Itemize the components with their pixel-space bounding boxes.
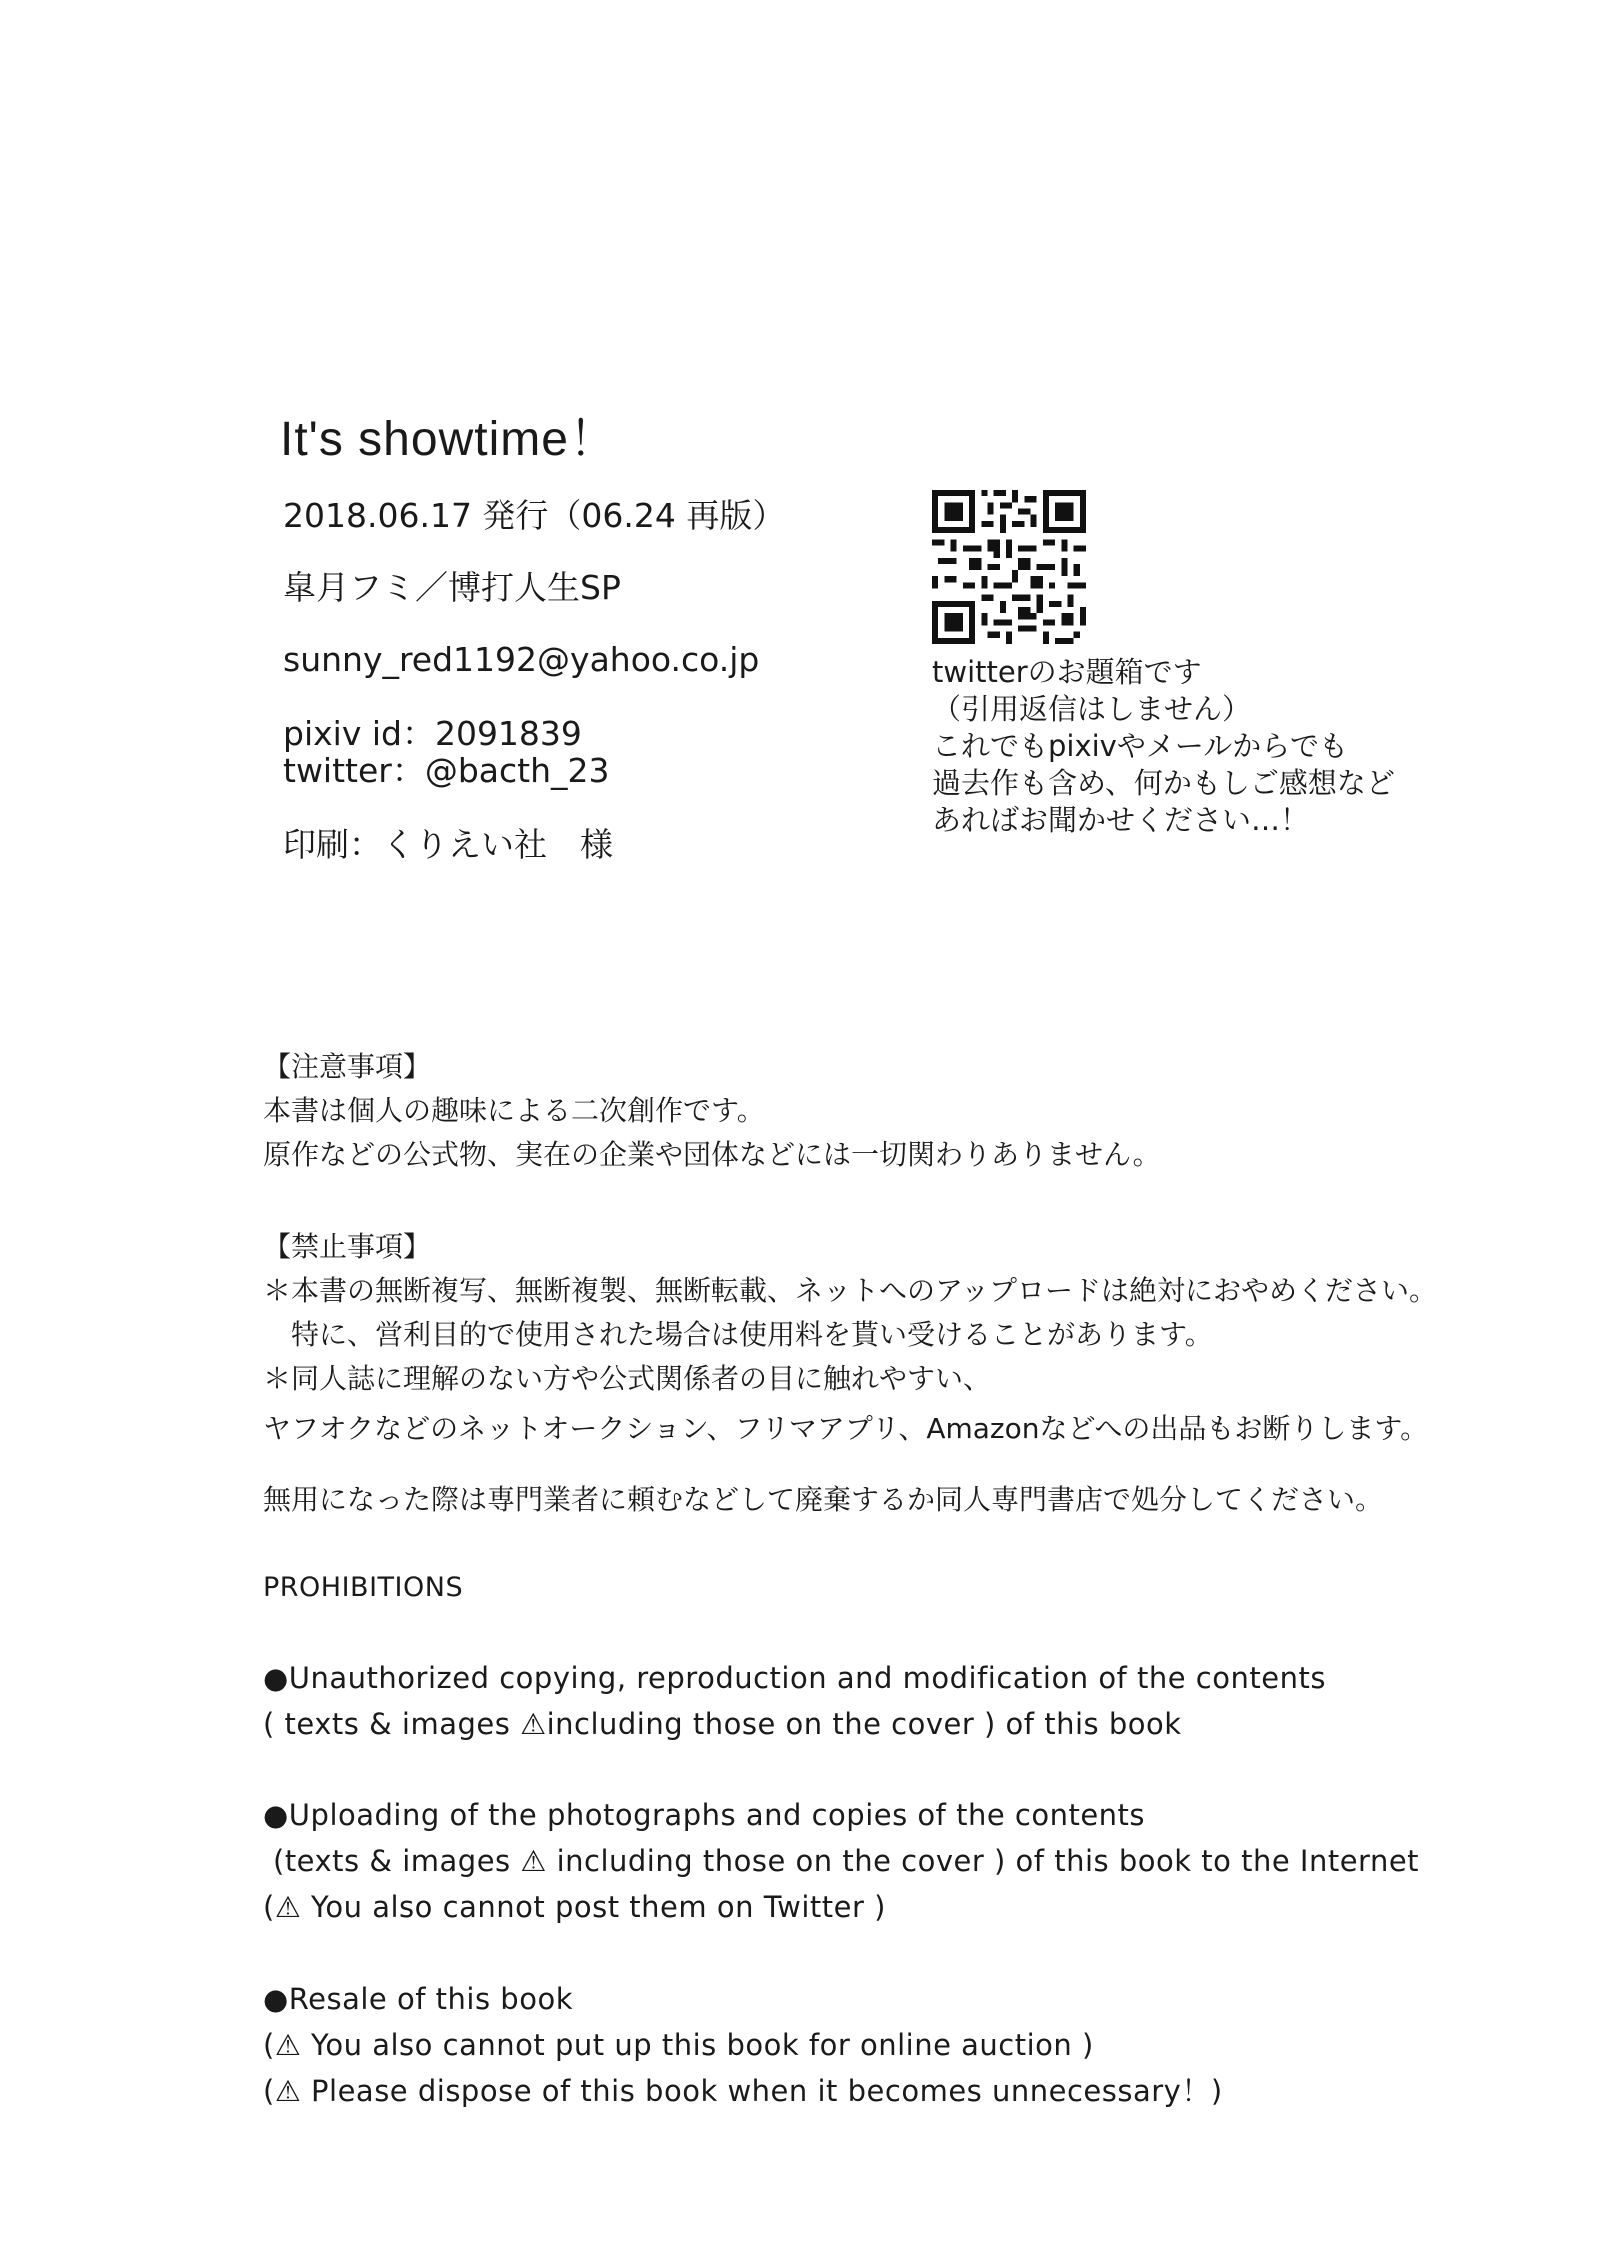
english-line: (⚠ You also cannot put up this book for online auction ) bbox=[263, 2028, 1094, 2062]
english-line: (texts & images ⚠ including those on the cover ) of this book to the Internet bbox=[273, 1844, 1420, 1878]
english-line: ●Uploading of the photographs and copies of the contents bbox=[263, 1798, 1146, 1832]
twitter-box-note bbox=[932, 654, 1395, 839]
english-item-uploading bbox=[263, 1792, 1419, 1930]
prohibited-line: 特に、営利目的で使用された場合は使用料を貰い受けることがあります。 bbox=[291, 1318, 1213, 1351]
notice-line: 本書は個人の趣味による二次創作です。 bbox=[263, 1094, 765, 1127]
english-line: ( texts & images ⚠including those on the cover ) of this book bbox=[263, 1707, 1182, 1741]
notice-section bbox=[263, 1045, 1161, 1177]
english-line: ●Unauthorized copying, reproduction and modification of the contents bbox=[263, 1661, 1326, 1695]
printer-credit: 印刷：くりえい社 様 bbox=[283, 825, 613, 864]
twitter-box-line: （引用返信はしません） bbox=[932, 692, 1252, 726]
prohibited-section bbox=[263, 1225, 1437, 1451]
english-line: (⚠ Please dispose of this book when it becomes unnecessary！) bbox=[263, 2074, 1223, 2108]
english-item-copying bbox=[263, 1655, 1326, 1747]
prohibited-line: ＊同人誌に理解のない方や公式関係者の目に触れやすい、 bbox=[263, 1362, 992, 1395]
qr-code-icon bbox=[932, 490, 1086, 644]
twitter-box-line: 過去作も含め、何かもしご感想など bbox=[932, 766, 1395, 800]
prohibited-line: ＊本書の無断複写、無断複製、無断転載、ネットへのアップロードは絶対におやめください。 bbox=[263, 1274, 1438, 1307]
twitter-box-line: これでもpixivやメールからでも bbox=[932, 729, 1348, 763]
english-heading: PROHIBITIONS bbox=[263, 1572, 464, 1603]
author-circle: 皐月フミ／博打人生SP bbox=[283, 568, 621, 607]
notice-heading: 【注意事項】 bbox=[263, 1050, 432, 1083]
twitter-handle: twitter：@bacth_23 bbox=[283, 751, 610, 790]
publication-date: 2018.06.17 発行（06.24 再版） bbox=[283, 496, 786, 535]
book-title: It's showtime！ bbox=[280, 413, 618, 466]
english-line: (⚠ You also cannot post them on Twitter ) bbox=[263, 1890, 886, 1924]
prohibited-line: ヤフオクなどのネットオークション、フリマアプリ、Amazonなどへの出品もお断りします。 bbox=[263, 1412, 1429, 1445]
notice-line: 原作などの公式物、実在の企業や団体などには一切関わりありません。 bbox=[263, 1138, 1161, 1171]
prohibited-heading: 【禁止事項】 bbox=[263, 1230, 432, 1263]
twitter-box-line: あればお聞かせください…！ bbox=[932, 803, 1310, 837]
english-line: ●Resale of this book bbox=[263, 1982, 573, 2016]
disposal-note: 無用になった際は専門業者に頼むなどして廃棄するか同人専門書店で処分してください。 bbox=[263, 1483, 1384, 1516]
twitter-box-line: twitterのお題箱です bbox=[932, 655, 1202, 689]
email-address: sunny_red1192@yahoo.co.jp bbox=[283, 640, 760, 679]
pixiv-id: pixiv id：2091839 bbox=[283, 714, 582, 753]
english-item-resale bbox=[263, 1976, 1223, 2114]
